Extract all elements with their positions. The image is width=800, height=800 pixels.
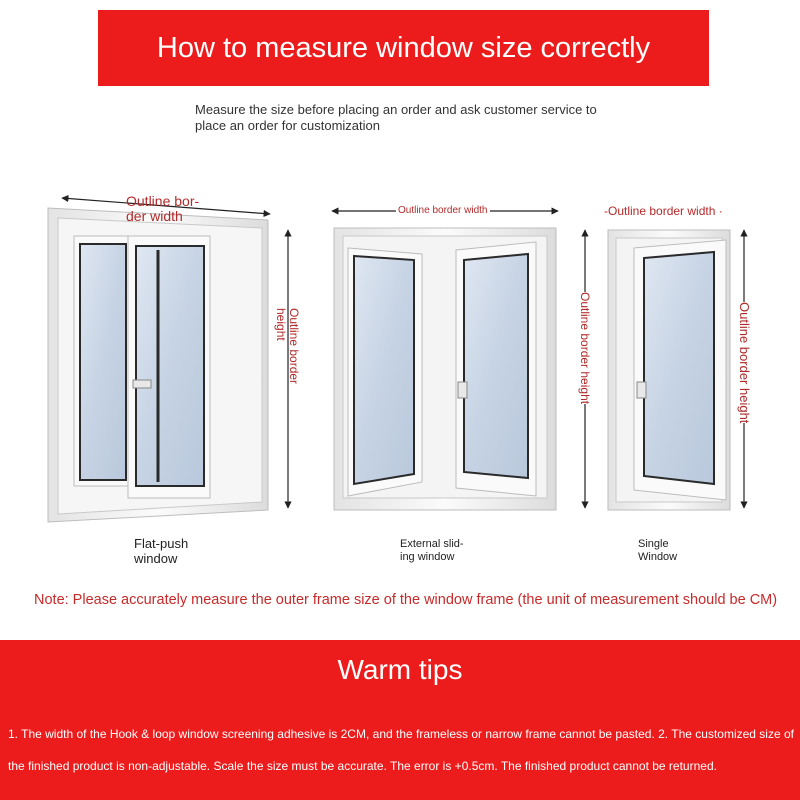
w1-width-label-line2: der width	[126, 208, 183, 224]
warm-tips-title: Warm tips	[337, 654, 463, 685]
w3-caption-line1: Single	[638, 538, 669, 550]
single-window-drawing	[608, 230, 744, 510]
w1-width-label-line1: Outline bor-	[126, 193, 200, 209]
page-title: How to measure window size correctly	[156, 31, 651, 64]
w2-width-label: Outline border width	[398, 205, 488, 216]
measurement-note: Note: Please accurately measure the outer frame size of the window frame (the unit of measurement should be CM)	[34, 592, 778, 608]
w1-height-label	[274, 308, 300, 384]
w2-caption	[400, 538, 464, 564]
w2-caption-line1: External slid-	[400, 538, 464, 550]
w3-height-label: Outline border height	[737, 302, 752, 424]
w1-height-label-line2: height	[274, 308, 288, 341]
w1-width-label	[126, 194, 199, 224]
subtitle-text: Measure the size before placing an order and ask customer service to place an order for customization	[195, 102, 597, 133]
warm-tips-section	[0, 640, 800, 800]
w2-height-label: Outline border height	[578, 292, 592, 405]
w3-caption	[638, 538, 677, 564]
warm-tips-body: 1. The width of the Hook & loop window screening adhesive is 2CM, and the frameless or narrow frame cannot be pasted. 2. The customized size of the finished product is non-adjustable. Scale the size must be accurate. The error is +0.5cm. The finished product cannot be returned.	[8, 727, 794, 773]
w3-caption-line2: Window	[638, 551, 678, 563]
w1-caption-line1: Flat-push	[134, 536, 189, 551]
external-sliding-window-drawing	[332, 211, 585, 510]
window-diagrams	[0, 170, 800, 566]
w1-caption-line2: window	[134, 551, 178, 566]
title-banner	[98, 10, 709, 86]
window-illustrations	[0, 170, 800, 550]
w1-caption	[134, 536, 188, 566]
w1-height-label-line1: Outline border	[287, 308, 301, 385]
w2-caption-line2: ing window	[400, 551, 455, 563]
w3-width-label: -Outline border width ·	[604, 204, 723, 218]
flat-push-window-drawing	[48, 198, 288, 522]
